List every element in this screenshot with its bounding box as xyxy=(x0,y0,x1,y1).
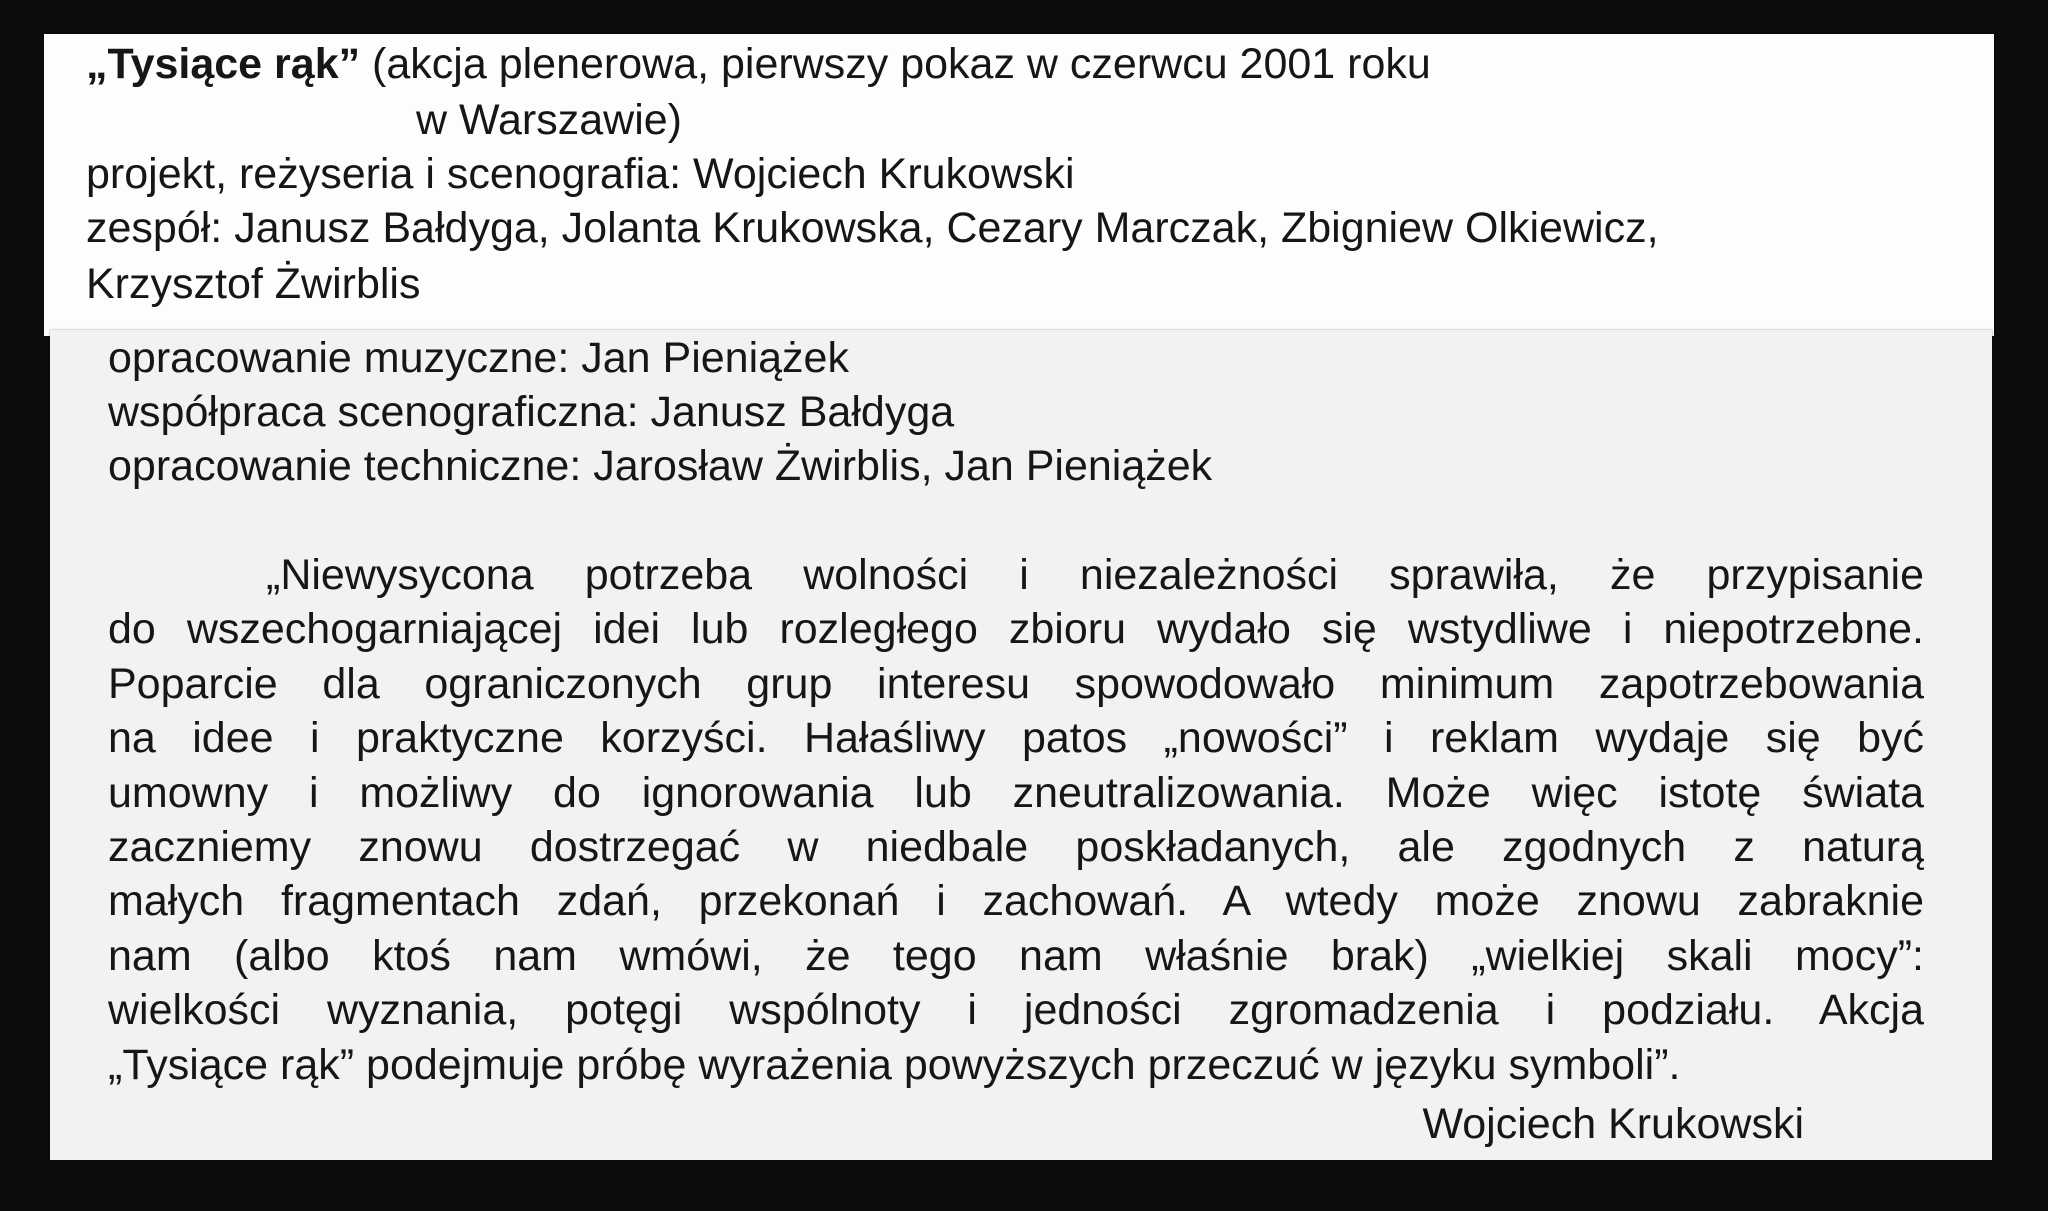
quote-line: wielkości wyznania, potęgi wspólnoty i jedności zgromadzenia i podziału. Akcja xyxy=(108,986,1924,1035)
credit-team-line-2: Krzysztof Żwirblis xyxy=(86,260,421,308)
quote-line: do wszechogarniającej idei lub rozległego zbioru wydało się wstydliwe i niepotrzebne. xyxy=(108,605,1924,654)
quote-line: „Tysiące rąk” podejmuje próbę wyrażenia powyższych przeczuć w języku symboli”. xyxy=(108,1040,1681,1089)
subtitle-part-1: (akcja plenerowa, pierwszy pokaz w czerwcu 2001 roku xyxy=(360,40,1431,88)
quote-line: na idee i praktyczne korzyści. Hałaśliwy patos „nowości” i reklam wydaje się być xyxy=(108,714,1924,763)
credit-technical: opracowanie techniczne: Jarosław Żwirblis, Jan Pieniążek xyxy=(108,442,1213,490)
subtitle-part-2: w Warszawie) xyxy=(416,96,682,144)
credit-team-line-1: zespół: Janusz Bałdyga, Jolanta Krukowska, Cezary Marczak, Zbigniew Olkiewicz, xyxy=(86,204,1659,252)
quote-line: umowny i możliwy do ignorowania lub zneutralizowania. Może więc istotę świata xyxy=(108,768,1924,817)
quote-line: małych fragmentach zdań, przekonań i zachowań. A wtedy może znowu zabraknie xyxy=(108,877,1924,926)
page-title: „Tysiące rąk” xyxy=(86,40,361,88)
quote-line: „Niewysycona potrzeba wolności i niezależności sprawiła, że przypisanie xyxy=(266,551,1924,599)
credit-project: projekt, reżyseria i scenografia: Wojciech Krukowski xyxy=(86,150,1075,198)
title-line xyxy=(86,38,1431,90)
quote-paragraph xyxy=(108,548,1924,1092)
signature: Wojciech Krukowski xyxy=(1422,1100,1804,1148)
quote-line: zaczniemy znowu dostrzegać w niedbale poskładanych, ale zgodnych z naturą xyxy=(108,822,1924,871)
credit-music: opracowanie muzyczne: Jan Pieniążek xyxy=(108,334,849,382)
credit-scenography-collab: współpraca scenograficzna: Janusz Bałdyga xyxy=(108,388,955,436)
quote-line: Poparcie dla ograniczonych grup interesu spowodowało minimum zapotrzebowania xyxy=(108,659,1924,708)
quote-line: nam (albo ktoś nam wmówi, że tego nam właśnie brak) „wielkiej skali mocy”: xyxy=(108,931,1924,980)
